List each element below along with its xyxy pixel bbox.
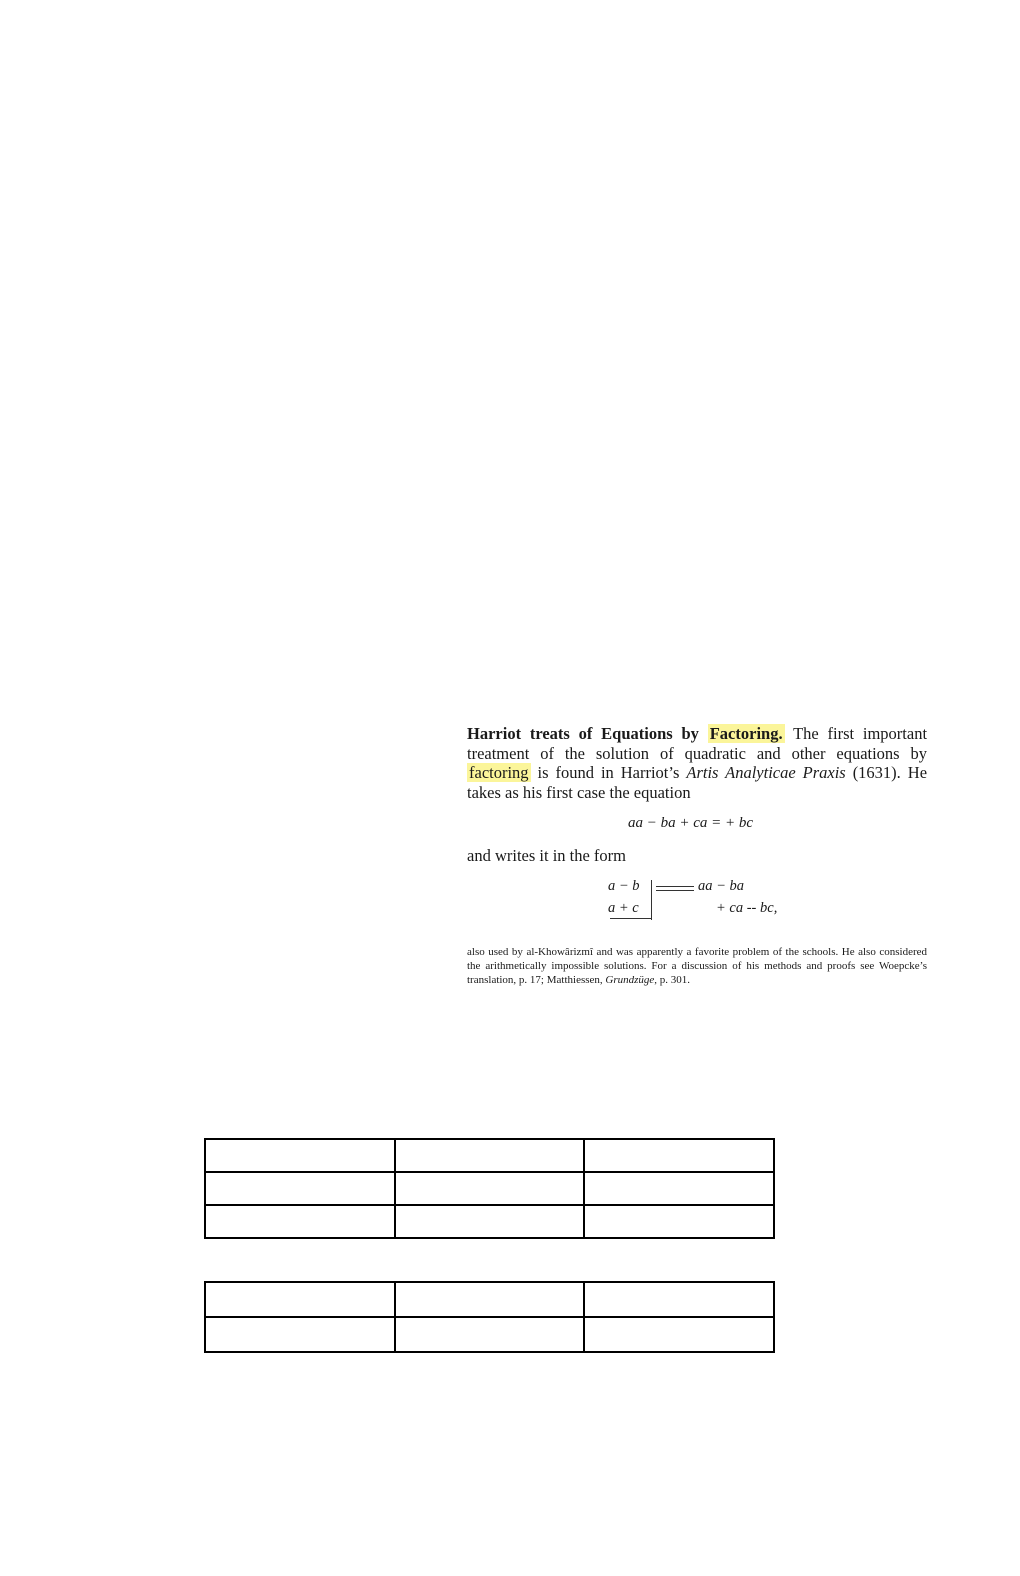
highlight-factoring-heading: Factoring. — [709, 724, 783, 743]
footnote-text: also used by al-Khowârizmî and was apparently a favorite problem of the schools. He also considered the arithmetically impossible solutions. For a discussion of his methods and proofs see Woepcke’s translation, p. 17; Matthiessen, — [467, 946, 927, 987]
under-bar — [610, 918, 651, 919]
book-year: (1631). — [852, 763, 901, 782]
table-cell — [584, 1205, 774, 1238]
product-bottom: + ca -- bc, — [716, 900, 778, 916]
empty-table-2 — [204, 1281, 775, 1353]
table-cell — [584, 1172, 774, 1205]
table-cell — [395, 1282, 585, 1317]
intro-text-2: is found in Harriot’s — [537, 763, 680, 782]
table-row — [205, 1139, 774, 1172]
factor-bottom: a + c — [608, 900, 639, 916]
section-heading: Harriot treats of Equations by Factoring. — [467, 724, 783, 743]
table-cell — [584, 1317, 774, 1352]
intro-text-3: He takes as his first case the equation — [467, 763, 928, 802]
table-cell — [584, 1139, 774, 1172]
table-row — [205, 1282, 774, 1317]
bracket-bar — [651, 880, 652, 920]
table-cell — [205, 1139, 395, 1172]
table-row — [205, 1205, 774, 1238]
table-cell — [395, 1317, 585, 1352]
table-cell — [395, 1139, 585, 1172]
footnote — [467, 945, 927, 988]
table-cell — [205, 1172, 395, 1205]
empty-table-1 — [204, 1138, 775, 1239]
table-cell — [205, 1317, 395, 1352]
factor-top: a − b — [608, 878, 640, 894]
book-title: Artis Analyticae Praxis — [686, 763, 846, 782]
equation-display: aa − ba + ca = + bc — [628, 815, 754, 831]
table-row — [205, 1317, 774, 1352]
product-top: aa − ba — [698, 878, 745, 894]
book-excerpt — [467, 724, 927, 802]
equals-sign — [656, 886, 694, 891]
table-cell — [205, 1205, 395, 1238]
highlight-factoring: factoring — [469, 763, 529, 782]
table-row — [205, 1172, 774, 1205]
footnote-end: , p. 301. — [654, 974, 691, 987]
table-cell — [395, 1172, 585, 1205]
paragraph-intro — [467, 724, 927, 802]
table-cell — [584, 1282, 774, 1317]
footnote-title: Grundzüge — [605, 974, 655, 987]
table-cell — [395, 1205, 585, 1238]
table-cell — [205, 1282, 395, 1317]
intro-text: The first important treatment of the solution of quadratic and other equations by — [467, 724, 928, 763]
transition-text: and writes it in the form — [467, 846, 627, 865]
